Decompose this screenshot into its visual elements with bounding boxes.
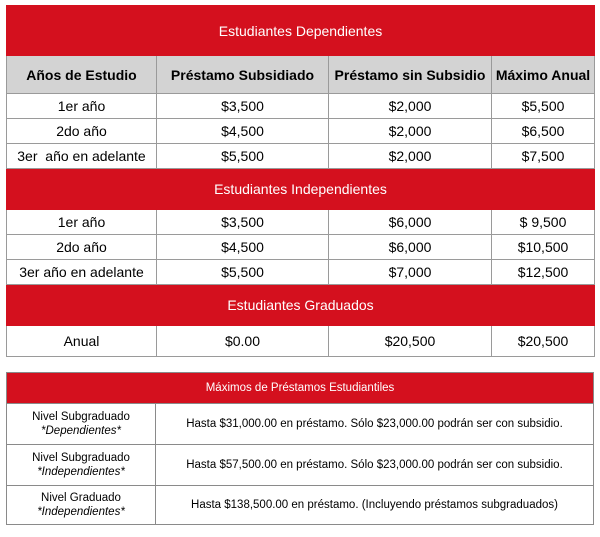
limit-description: Hasta $57,500.00 en préstamo. Sólo $23,000.00 podrán ser con subsidio. <box>156 445 594 486</box>
column-header: Préstamo Subsidiado <box>157 56 329 94</box>
table-cell: $5,500 <box>157 144 329 169</box>
table-cell: $3,500 <box>157 210 329 235</box>
table-cell: $10,500 <box>492 235 595 260</box>
column-header: Préstamo sin Subsidio <box>329 56 492 94</box>
loan-limits-table <box>6 5 595 357</box>
loan-maximums-box <box>6 372 594 525</box>
level-name: Nivel Subgraduado <box>32 411 130 423</box>
student-type: *Independientes* <box>37 466 125 478</box>
table-row <box>7 260 595 285</box>
table-cell: $2,000 <box>329 144 492 169</box>
table-cell: Anual <box>7 326 157 357</box>
table-row <box>7 486 593 525</box>
table-cell: $6,500 <box>492 119 595 144</box>
section-title: Estudiantes Independientes <box>7 169 595 210</box>
table-cell: $ 9,500 <box>492 210 595 235</box>
table-cell: $5,500 <box>492 94 595 119</box>
maximums-table <box>7 403 593 524</box>
column-header: Años de Estudio <box>7 56 157 94</box>
table-cell: $5,500 <box>157 260 329 285</box>
student-type: *Independientes* <box>37 506 125 518</box>
table-row <box>7 326 595 357</box>
table-row <box>7 445 593 486</box>
table-row <box>7 210 595 235</box>
table-row <box>7 404 593 445</box>
level-label <box>7 445 156 486</box>
section-header-graduados <box>7 285 595 326</box>
table-cell: 2do año <box>7 119 157 144</box>
table-cell: $0.00 <box>157 326 329 357</box>
column-header-row <box>7 56 595 94</box>
table-cell: $2,000 <box>329 119 492 144</box>
section-title: Estudiantes Dependientes <box>7 6 595 56</box>
table-cell: $6,000 <box>329 210 492 235</box>
table-row <box>7 119 595 144</box>
table-cell: 1er año <box>7 210 157 235</box>
table-cell: $3,500 <box>157 94 329 119</box>
section-title: Estudiantes Graduados <box>7 285 595 326</box>
level-name: Nivel Subgraduado <box>32 452 130 464</box>
maximums-title: Máximos de Préstamos Estudiantiles <box>7 373 593 403</box>
table-cell: $7,000 <box>329 260 492 285</box>
table-cell: 3er año en adelante <box>7 144 157 169</box>
table-cell: $7,500 <box>492 144 595 169</box>
table-cell: $4,500 <box>157 235 329 260</box>
section-header-independientes <box>7 169 595 210</box>
level-label <box>7 404 156 445</box>
table-cell: $2,000 <box>329 94 492 119</box>
table-cell: $20,500 <box>329 326 492 357</box>
table-cell: 1er año <box>7 94 157 119</box>
limit-description: Hasta $31,000.00 en préstamo. Sólo $23,000.00 podrán ser con subsidio. <box>156 404 594 445</box>
table-row <box>7 235 595 260</box>
table-cell: 3er año en adelante <box>7 260 157 285</box>
column-header: Máximo Anual <box>492 56 595 94</box>
limit-description: Hasta $138,500.00 en préstamo. (Incluyendo préstamos subgraduados) <box>156 486 594 525</box>
table-cell: 2do año <box>7 235 157 260</box>
table-cell: $12,500 <box>492 260 595 285</box>
table-row <box>7 94 595 119</box>
student-type: *Dependientes* <box>41 425 121 437</box>
table-cell: $20,500 <box>492 326 595 357</box>
section-header-dependientes <box>7 6 595 56</box>
table-cell: $6,000 <box>329 235 492 260</box>
table-cell: $4,500 <box>157 119 329 144</box>
level-label <box>7 486 156 525</box>
level-name: Nivel Graduado <box>41 492 121 504</box>
table-row <box>7 144 595 169</box>
